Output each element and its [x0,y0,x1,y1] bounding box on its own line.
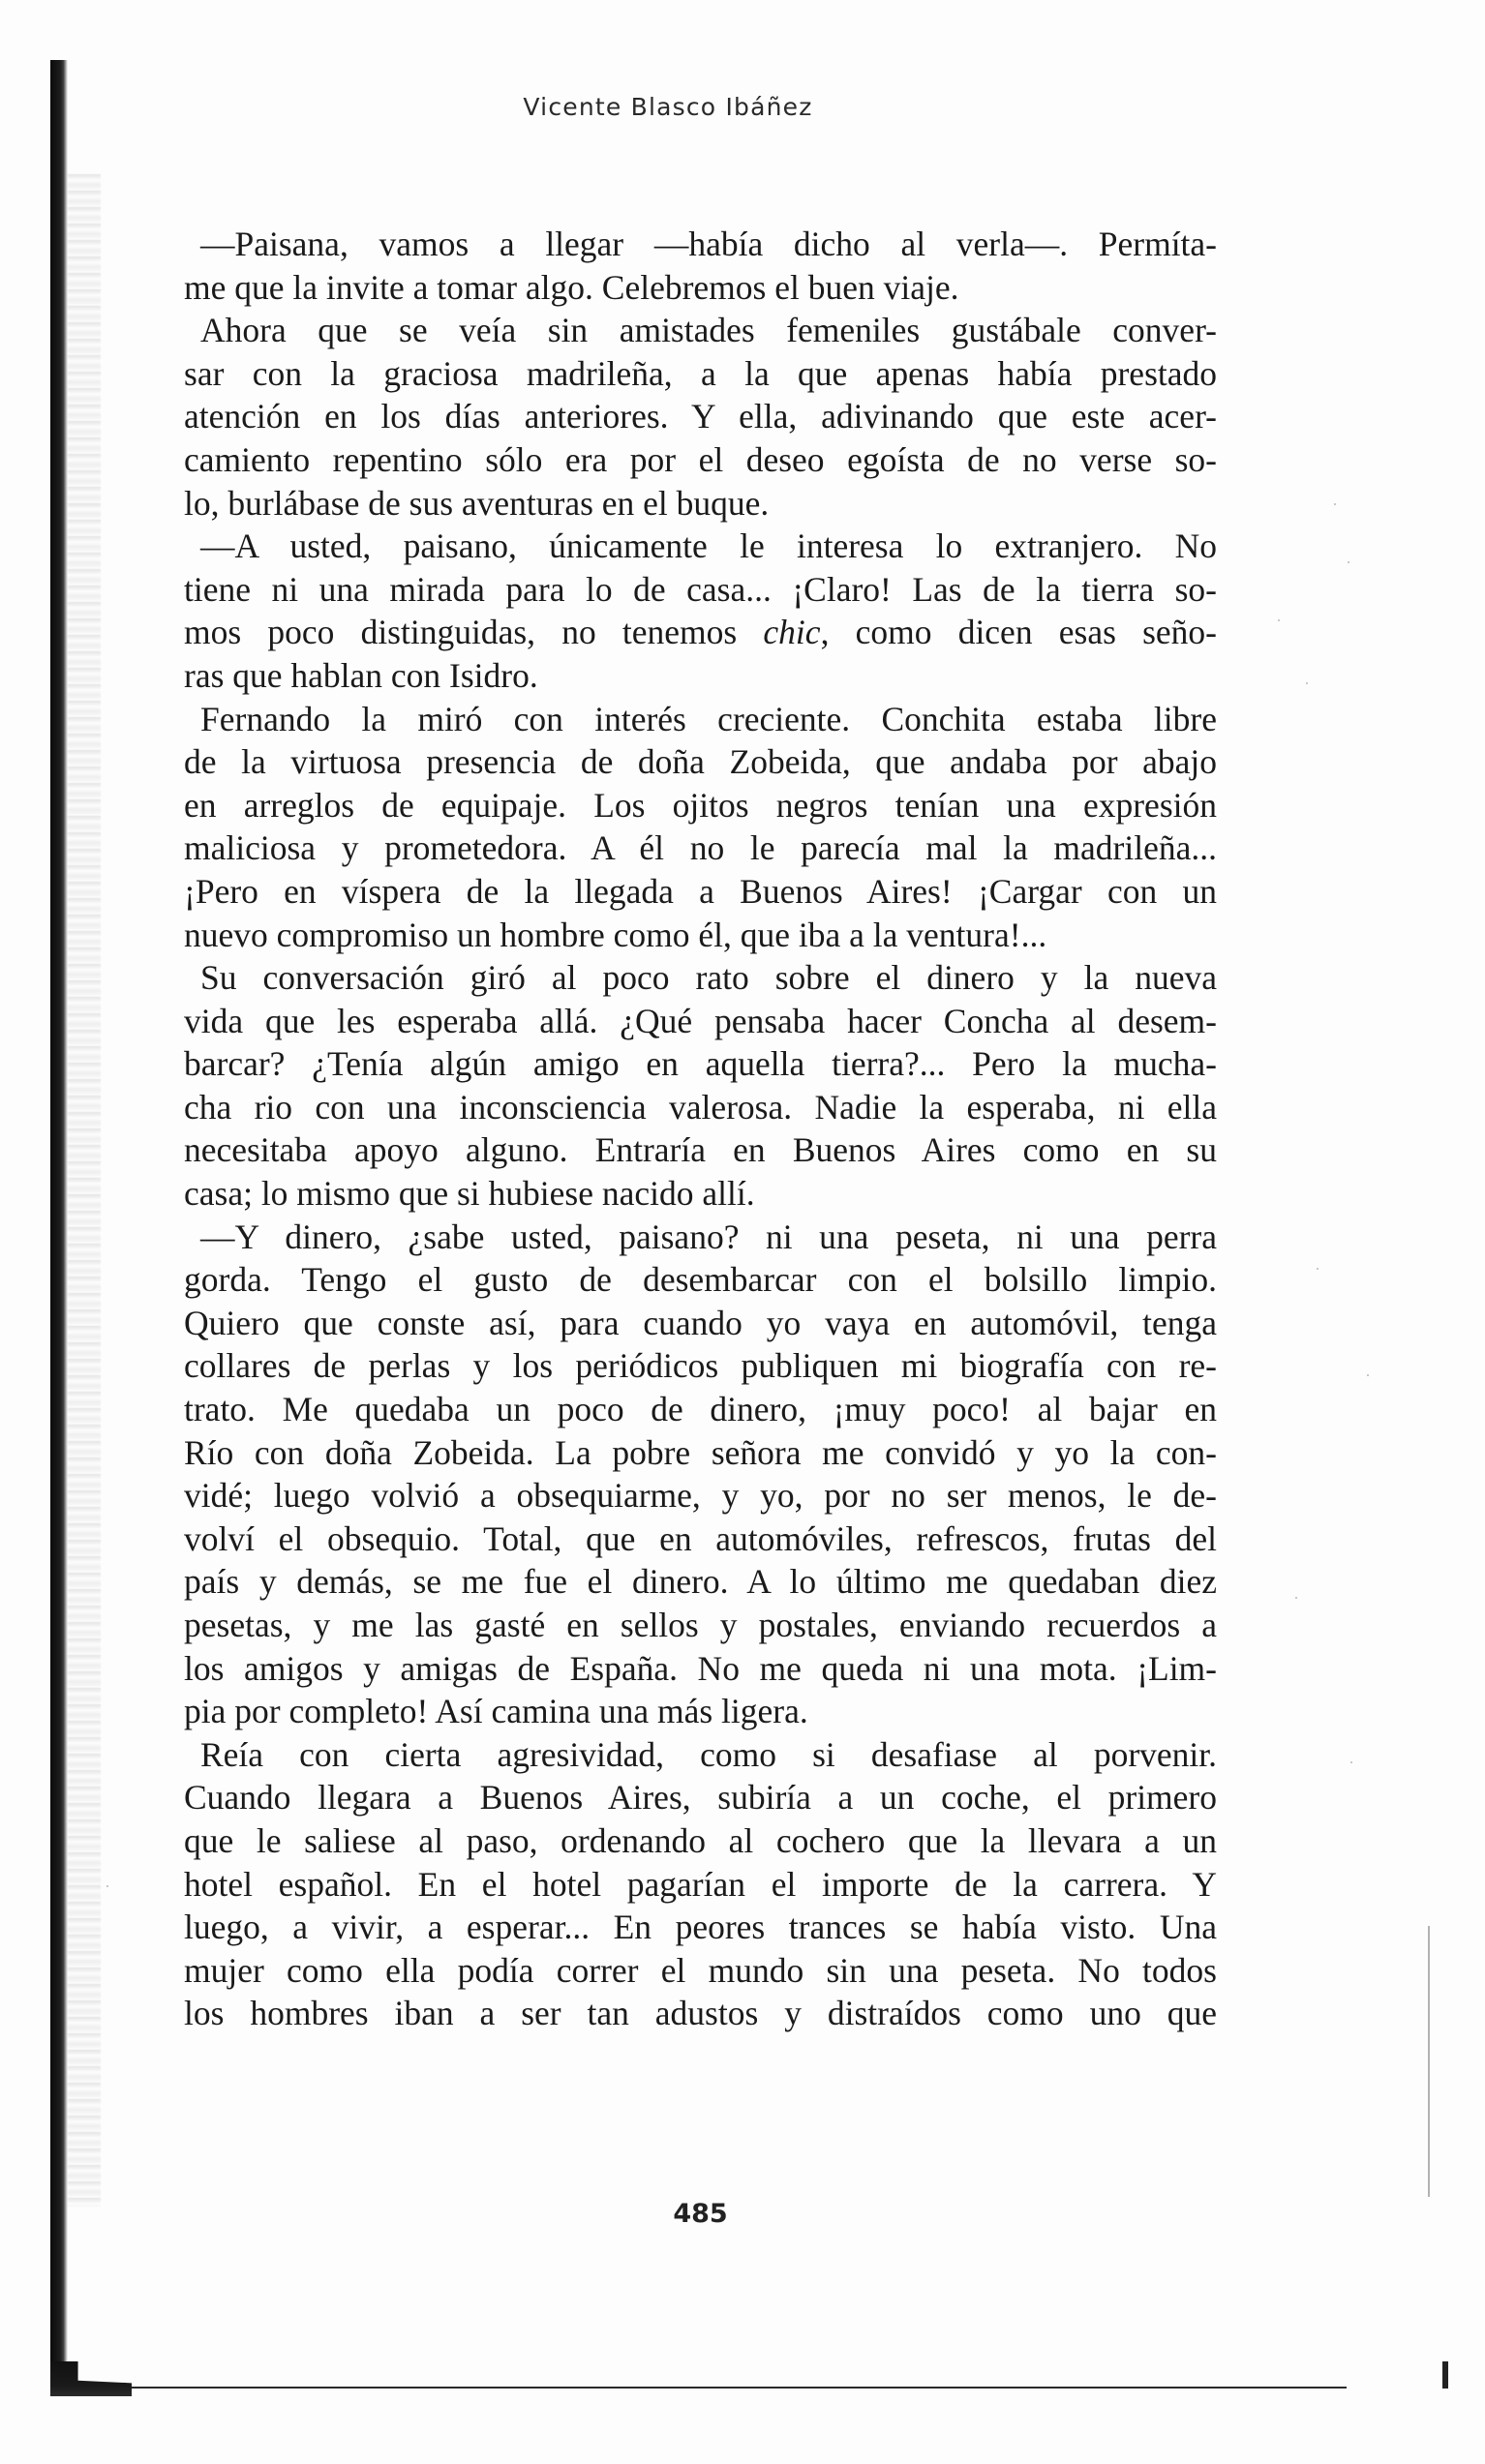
text-line [184,1863,1217,1907]
text-line-content: los amigos y amigas de España. No me queda ni una mota. ¡Lim- [184,1648,1217,1688]
text-line-content: necesitaba apoyo alguno. Entraría en Buenos Aires como en su [184,1130,1217,1170]
text-line-content: casa; lo mismo que si hubiese nacido allí. [184,1174,755,1214]
text-line [184,525,1217,568]
text-line-content: ras que hablan con Isidro. [184,655,538,695]
text-line-content: Río con doña Zobeida. La pobre señora me convidó y yo la con- [184,1432,1217,1472]
text-line [184,698,1217,741]
text-line [184,1388,1217,1431]
text-line [184,1733,1217,1777]
page-number: 485 [673,2199,728,2229]
text-line-content: barcar? ¿Tenía algún amigo en aquella tierra?... Pero la mucha- [184,1044,1217,1084]
text-line-content: hotel español. En el hotel pagarían el importe de la carrera. Y [184,1864,1217,1904]
text-line-content: —Paisana, vamos a llegar —había dicho al verla—. Permíta- [200,225,1217,263]
text-line-content: Fernando la miró con interés creciente. Conchita estaba libre [200,699,1217,738]
text-line-content: maliciosa y prometedora. A él no le parecía mal la madrileña... [184,828,1217,868]
text-line-content: Quiero que conste así, para cuando yo vaya en automóvil, tenga [184,1303,1217,1342]
text-line-content: vidé; luego volvió a obsequiarme, y yo, por no ser menos, le de- [184,1476,1217,1516]
text-line-content: luego, a vivir, a esperar... En peores trances se había visto. Una [184,1908,1217,1947]
text-line [184,1086,1217,1129]
text-line [184,1474,1217,1517]
text-line [184,309,1217,352]
running-header-author: Vicente Blasco Ibáñez [523,93,813,121]
text-line [184,1906,1217,1949]
text-line [184,1647,1217,1691]
text-line-content: camiento repentino sólo era por el deseo egoísta de no verse so- [184,439,1217,479]
text-line-content: pesetas, y me las gasté en sellos y postales, enviando recuerdos a [184,1606,1217,1644]
text-line [184,1172,1217,1216]
text-line [184,1560,1217,1604]
text-line [184,611,1217,654]
text-line-content: —Y dinero, ¿sabe usted, paisano? ni una peseta, ni una perra [200,1217,1217,1256]
text-line-content: mujer como ella podía correr el mundo sin una peseta. No todos [184,1950,1217,1990]
right-margin-faint-line [1428,1926,1430,2197]
text-line [184,1431,1217,1475]
text-line [184,482,1217,526]
text-line [184,1216,1217,1259]
text-line-content: atención en los días anteriores. Y ella, adivinando que este acer- [184,397,1217,436]
text-line-content: trato. Me quedaba un poco de dinero, ¡muy poco! al bajar en [184,1390,1217,1429]
text-line [184,568,1217,612]
text-line-content: país y demás, se me fue el dinero. A lo último me quedaban diez [184,1562,1217,1602]
text-line [184,1128,1217,1172]
text-line [184,740,1217,784]
text-line [184,1042,1217,1086]
scan-corner-mark [50,2361,132,2396]
text-line-content: los hombres iban a ser tan adustos y distraídos como uno que [184,1994,1217,2033]
text-line-content: ¡Pero en víspera de la llegada a Buenos Aires! ¡Cargar con un [184,871,1217,911]
text-line-content: en arreglos de equipaje. Los ojitos negros tenían una expresión [184,785,1217,825]
text-line [184,870,1217,914]
text-line-content: pia por completo! Así camina una más ligera. [184,1692,808,1731]
text-line [184,1819,1217,1863]
text-line-content-after: , como dicen esas seño- [820,613,1217,652]
text-line [184,826,1217,870]
text-line-content: vida que les esperaba allá. ¿Qué pensaba hacer Concha al desem- [184,1001,1217,1040]
text-line [184,654,1217,698]
text-line [184,1517,1217,1561]
text-line-content: de la virtuosa presencia de doña Zobeida, que andaba por abajo [184,742,1217,782]
text-line-content: volví el obsequio. Total, que en automóviles, refrescos, frutas del [184,1518,1217,1558]
text-line [184,1302,1217,1345]
text-line [184,223,1217,266]
right-crop-mark [1442,2361,1448,2389]
text-line [184,352,1217,396]
text-line [184,1949,1217,1993]
text-line [184,956,1217,1000]
text-line [184,1776,1217,1819]
text-line-content: Su conversación giró al poco rato sobre el dinero y la nueva [200,958,1217,998]
text-line [184,266,1217,310]
text-line [184,1344,1217,1388]
text-line [184,1000,1217,1043]
italic-word: chic [763,613,821,652]
text-line-content: sar con la graciosa madrileña, a la que apenas había prestado [184,353,1217,393]
text-line [184,438,1217,482]
text-line-content: nuevo compromiso un hombre como él, que iba a la ventura!... [184,915,1047,954]
text-line-content: gorda. Tengo el gusto de desembarcar con el bolsillo limpio. [184,1260,1217,1300]
text-line-content: collares de perlas y los periódicos publiquen mi biografía con re- [184,1346,1217,1386]
text-line-content: —A usted, paisano, únicamente le interesa lo extranjero. No [200,526,1217,566]
text-line-content: tiene ni una mirada para lo de casa... ¡Claro! Las de la tierra so- [184,569,1217,609]
text-line-content: mos poco distinguidas, no tenemos [184,613,764,652]
text-line-content: Ahora que se veía sin amistades femeniles gustábale conver- [200,311,1217,350]
bottom-scan-rule [132,2387,1347,2389]
text-line-content: que le saliese al paso, ordenando al cochero que la llevara a un [184,1820,1217,1860]
text-line [184,1992,1217,2035]
text-line-content: Reía con cierta agresividad, como si desafiase al porvenir. [200,1734,1217,1774]
body-text [184,223,1217,2035]
text-line-content: lo, burlábase de sus aventuras en el buque. [184,483,770,523]
text-line-content: Cuando llegara a Buenos Aires, subiría a un coche, el primero [184,1778,1217,1818]
text-line [184,784,1217,827]
binding-shadow-edge [50,60,68,2363]
text-line [184,395,1217,438]
text-line-content: cha rio con una inconsciencia valerosa. Nadie la esperaba, ni ella [184,1087,1217,1127]
text-line [184,914,1217,957]
text-line [184,1690,1217,1733]
binding-gutter-texture [68,174,101,2207]
text-line [184,1604,1217,1647]
text-line-content: me que la invite a tomar algo. Celebremos el buen viaje. [184,267,959,307]
text-line [184,1258,1217,1302]
